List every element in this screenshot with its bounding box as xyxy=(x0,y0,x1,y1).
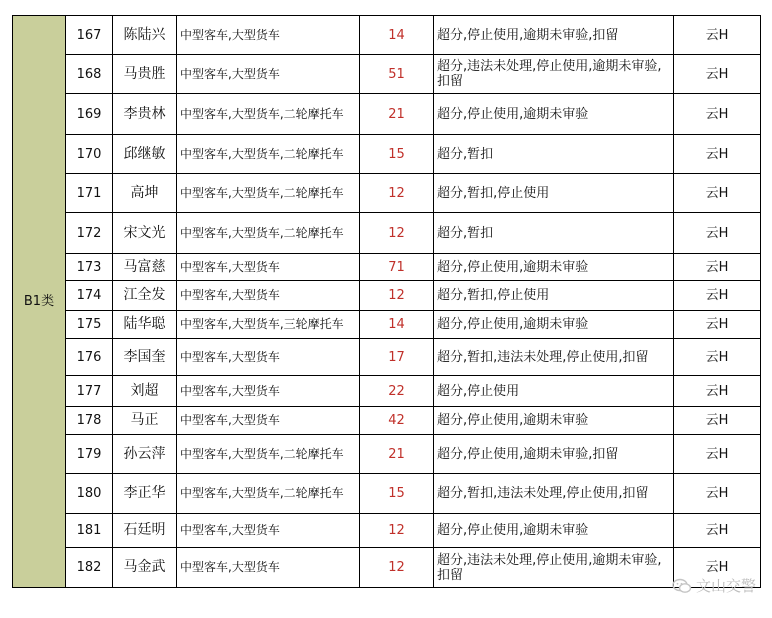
name-cell: 江全发 xyxy=(113,281,177,311)
plate-cell: 云H xyxy=(674,254,761,281)
name-cell: 马金武 xyxy=(113,548,177,588)
plate-cell: 云H xyxy=(674,514,761,548)
status-cell: 超分,暂扣 xyxy=(434,135,674,174)
table-row xyxy=(13,16,761,55)
plate-cell: 云H xyxy=(674,339,761,376)
vehicle-type-cell: 中型客车,大型货车 xyxy=(177,254,360,281)
status-cell: 超分,停止使用,逾期未审验 xyxy=(434,94,674,135)
points-cell: 71 xyxy=(360,254,434,281)
name-cell: 马正 xyxy=(113,407,177,435)
points-cell: 17 xyxy=(360,339,434,376)
vehicle-type-cell: 中型客车,大型货车,二轮摩托车 xyxy=(177,213,360,254)
status-cell: 超分,停止使用,逾期未审验 xyxy=(434,311,674,339)
vehicle-type-cell: 中型客车,大型货车,二轮摩托车 xyxy=(177,435,360,474)
plate-cell: 云H xyxy=(674,474,761,514)
vehicle-type-cell: 中型客车,大型货车,二轮摩托车 xyxy=(177,174,360,213)
number-cell: 174 xyxy=(66,281,113,311)
status-cell: 超分,暂扣,违法未处理,停止使用,扣留 xyxy=(434,339,674,376)
name-cell: 马贵胜 xyxy=(113,55,177,94)
status-cell: 超分,违法未处理,停止使用,逾期未审验,扣留 xyxy=(434,55,674,94)
table-row xyxy=(13,311,761,339)
table-row xyxy=(13,281,761,311)
points-cell: 12 xyxy=(360,174,434,213)
status-cell: 超分,暂扣,停止使用 xyxy=(434,174,674,213)
plate-cell: 云H xyxy=(674,548,761,588)
points-cell: 12 xyxy=(360,281,434,311)
name-cell: 陆华聪 xyxy=(113,311,177,339)
status-cell: 超分,违法未处理,停止使用,逾期未审验,扣留 xyxy=(434,548,674,588)
points-cell: 12 xyxy=(360,213,434,254)
vehicle-type-cell: 中型客车,大型货车,二轮摩托车 xyxy=(177,135,360,174)
name-cell: 石廷明 xyxy=(113,514,177,548)
status-cell: 超分,暂扣 xyxy=(434,213,674,254)
table-row xyxy=(13,407,761,435)
plate-cell: 云H xyxy=(674,135,761,174)
number-cell: 179 xyxy=(66,435,113,474)
table-row xyxy=(13,254,761,281)
vehicle-type-cell: 中型客车,大型货车 xyxy=(177,407,360,435)
points-cell: 12 xyxy=(360,548,434,588)
name-cell: 李正华 xyxy=(113,474,177,514)
name-cell: 宋文光 xyxy=(113,213,177,254)
plate-cell: 云H xyxy=(674,376,761,407)
name-cell: 马富慈 xyxy=(113,254,177,281)
number-cell: 181 xyxy=(66,514,113,548)
name-cell: 刘超 xyxy=(113,376,177,407)
table-row xyxy=(13,94,761,135)
category-cell: B1类 xyxy=(13,16,66,588)
vehicle-type-cell: 中型客车,大型货车 xyxy=(177,339,360,376)
name-cell: 高坤 xyxy=(113,174,177,213)
plate-cell: 云H xyxy=(674,55,761,94)
watermark-text: 文山交警 xyxy=(695,577,756,595)
name-cell: 李贵林 xyxy=(113,94,177,135)
status-cell: 超分,停止使用,逾期未审验 xyxy=(434,254,674,281)
vehicle-type-cell: 中型客车,大型货车,二轮摩托车 xyxy=(177,94,360,135)
points-cell: 15 xyxy=(360,135,434,174)
vehicle-type-cell: 中型客车,大型货车 xyxy=(177,376,360,407)
points-cell: 21 xyxy=(360,435,434,474)
vehicle-type-cell: 中型客车,大型货车 xyxy=(177,55,360,94)
plate-cell: 云H xyxy=(674,407,761,435)
number-cell: 176 xyxy=(66,339,113,376)
plate-cell: 云H xyxy=(674,281,761,311)
watermark xyxy=(672,575,756,596)
name-cell: 陈陆兴 xyxy=(113,16,177,55)
status-cell: 超分,停止使用,逾期未审验 xyxy=(434,407,674,435)
table-row xyxy=(13,376,761,407)
number-cell: 170 xyxy=(66,135,113,174)
plate-cell: 云H xyxy=(674,16,761,55)
table-row xyxy=(13,514,761,548)
points-cell: 15 xyxy=(360,474,434,514)
wechat-icon xyxy=(672,578,692,594)
vehicle-type-cell: 中型客车,大型货车 xyxy=(177,514,360,548)
table-row xyxy=(13,474,761,514)
points-cell: 14 xyxy=(360,16,434,55)
number-cell: 175 xyxy=(66,311,113,339)
points-cell: 21 xyxy=(360,94,434,135)
vehicle-type-cell: 中型客车,大型货车,二轮摩托车 xyxy=(177,474,360,514)
number-cell: 177 xyxy=(66,376,113,407)
table-row xyxy=(13,135,761,174)
status-cell: 超分,暂扣,停止使用 xyxy=(434,281,674,311)
table-row xyxy=(13,435,761,474)
table-row xyxy=(13,174,761,213)
number-cell: 172 xyxy=(66,213,113,254)
status-cell: 超分,暂扣,违法未处理,停止使用,扣留 xyxy=(434,474,674,514)
table-row xyxy=(13,55,761,94)
number-cell: 173 xyxy=(66,254,113,281)
plate-cell: 云H xyxy=(674,435,761,474)
plate-cell: 云H xyxy=(674,94,761,135)
points-cell: 14 xyxy=(360,311,434,339)
status-cell: 超分,停止使用,逾期未审验,扣留 xyxy=(434,435,674,474)
status-cell: 超分,停止使用 xyxy=(434,376,674,407)
vehicle-type-cell: 中型客车,大型货车 xyxy=(177,16,360,55)
vehicle-type-cell: 中型客车,大型货车 xyxy=(177,281,360,311)
number-cell: 178 xyxy=(66,407,113,435)
status-cell: 超分,停止使用,逾期未审验,扣留 xyxy=(434,16,674,55)
number-cell: 180 xyxy=(66,474,113,514)
status-cell: 超分,停止使用,逾期未审验 xyxy=(434,514,674,548)
points-cell: 51 xyxy=(360,55,434,94)
number-cell: 171 xyxy=(66,174,113,213)
name-cell: 邱继敏 xyxy=(113,135,177,174)
points-cell: 42 xyxy=(360,407,434,435)
name-cell: 孙云萍 xyxy=(113,435,177,474)
points-cell: 22 xyxy=(360,376,434,407)
plate-cell: 云H xyxy=(674,174,761,213)
driver-table xyxy=(12,15,761,588)
number-cell: 169 xyxy=(66,94,113,135)
table-row xyxy=(13,213,761,254)
table-row xyxy=(13,339,761,376)
name-cell: 李国奎 xyxy=(113,339,177,376)
points-cell: 12 xyxy=(360,514,434,548)
number-cell: 168 xyxy=(66,55,113,94)
vehicle-type-cell: 中型客车,大型货车,三轮摩托车 xyxy=(177,311,360,339)
vehicle-type-cell: 中型客车,大型货车 xyxy=(177,548,360,588)
number-cell: 167 xyxy=(66,16,113,55)
plate-cell: 云H xyxy=(674,311,761,339)
plate-cell: 云H xyxy=(674,213,761,254)
table-row xyxy=(13,548,761,588)
number-cell: 182 xyxy=(66,548,113,588)
